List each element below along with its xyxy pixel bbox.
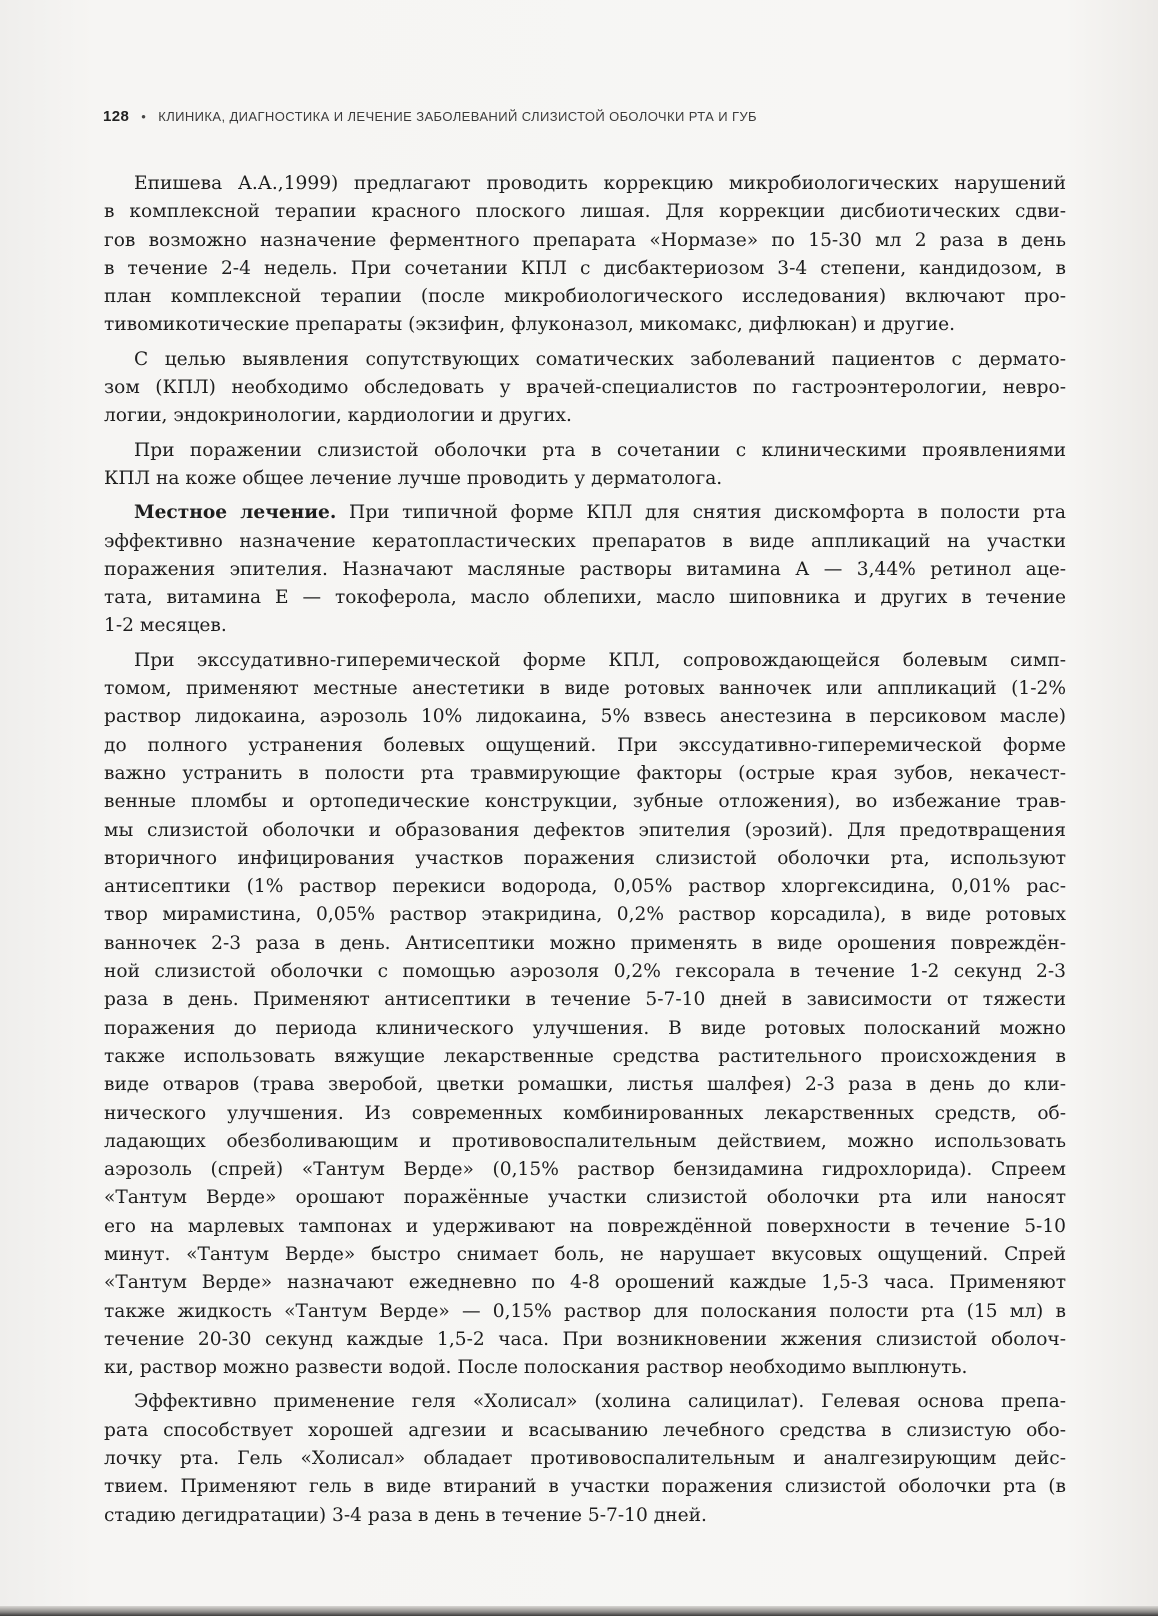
text-line xyxy=(104,499,1066,527)
paragraph xyxy=(104,437,1066,494)
header-separator: • xyxy=(141,109,147,124)
text-line: течение 20-30 секунд каждые 1,5-2 часа. При возникновении жжения слизистой оболоч- xyxy=(104,1328,1066,1350)
text-line: твор мирамистина, 0,05% раствор этакридина, 0,2% раствор корсадила), в виде ротовых xyxy=(104,904,1066,926)
text-line-content: При типичной форме КПЛ для снятия дискомфорта в полости рта xyxy=(336,502,1067,524)
text-line: зом (КПЛ) необходимо обследовать у врачей-специалистов по гастроэнтерологии, невро- xyxy=(104,377,1066,399)
text-line: гов возможно назначение ферментного препарата «Нормазе» по 15-30 мл 2 раза в день xyxy=(104,229,1066,251)
text-line: томом, применяют местные анестетики в виде ротовых ванночек или аппликаций (1-2% xyxy=(104,678,1066,700)
text-line: ладающих обезболивающим и противовоспалительным действием, можно использовать xyxy=(104,1130,1066,1152)
text-line: план комплексной терапии (после микробиологического исследования) включают про- xyxy=(104,286,1066,308)
text-line: также использовать вяжущие лекарственные средства растительного происхождения в xyxy=(104,1045,1066,1067)
page-number: 128 xyxy=(103,108,130,125)
text-line: логии, эндокринологии, кардиологии и других. xyxy=(104,405,572,427)
text-line: его на марлевых тампонах и удерживают на повреждённой поверхности в течение 5-10 xyxy=(104,1215,1066,1237)
text-line: ванночек 2-3 раза в день. Антисептики можно применять в виде орошения повреждён- xyxy=(104,932,1066,954)
page-bottom-edge xyxy=(0,1606,1158,1616)
text-line: в течение 2-4 недель. При сочетании КПЛ с дисбактериозом 3-4 степени, кандидозом, в xyxy=(104,257,1066,279)
text-line: лочку рта. Гель «Холисал» обладает противовоспалительным и аналгезирующим дейс- xyxy=(104,1448,1066,1470)
running-header xyxy=(103,108,757,125)
text-line: При экссудативно-гиперемической форме КПЛ, сопровождающейся болевым симп- xyxy=(134,649,1066,671)
paragraph-lead: Местное лечение. xyxy=(134,502,337,524)
text-line: поражения до периода клинического улучшения. В виде ротовых полосканий можно xyxy=(104,1017,1066,1039)
text-line: вторичного инфицирования участков поражения слизистой оболочки рта, используют xyxy=(104,847,1066,869)
text-line: твием. Применяют гель в виде втираний в участки поражения слизистой оболочки рта (в xyxy=(104,1476,1066,1498)
text-line: тата, витамина Е — токоферола, масло облепихи, масло шиповника и других в течение xyxy=(104,587,1066,609)
text-line: в комплексной терапии красного плоского лишая. Для коррекции дисбиотических сдви- xyxy=(104,201,1066,223)
text-line: ной слизистой оболочки с помощью аэрозоля 0,2% гексорала в течение 1-2 секунд 2-3 xyxy=(104,961,1066,983)
paragraph xyxy=(104,1388,1066,1529)
text-line: рата способствует хорошей адгезии и всасыванию лечебного средства в слизистую обо- xyxy=(104,1419,1066,1441)
text-line: аэрозоль (спрей) «Тантум Верде» (0,15% раствор бензидамина гидрохлорида). Спреем xyxy=(104,1159,1066,1181)
text-line: раствор лидокаина, аэрозоль 10% лидокаина, 5% взвесь анестезина в персиковом масле) xyxy=(104,706,1066,728)
text-line: С целью выявления сопутствующих соматических заболеваний пациентов с дермато- xyxy=(134,348,1066,370)
text-line: «Тантум Верде» орошают поражённые участки слизистой оболочки рта или наносят xyxy=(104,1187,1066,1209)
text-line: нического улучшения. Из современных комбинированных лекарственных средств, об- xyxy=(104,1102,1066,1124)
text-line: мы слизистой оболочки и образования дефектов эпителия (эрозий). Для предотвращения xyxy=(104,819,1066,841)
text-line: виде отваров (трава зверобой, цветки ромашки, листья шалфея) 2-3 раза в день до кли- xyxy=(104,1074,1066,1096)
text-line: раза в день. Применяют антисептики в течение 5-7-10 дней в зависимости от тяжести xyxy=(104,989,1066,1011)
body-text xyxy=(104,170,1066,1536)
text-line: эффективно назначение кератопластических препаратов в виде аппликаций на участки xyxy=(104,530,1066,552)
text-line: до полного устранения болевых ощущений. При экссудативно-гиперемической форме xyxy=(104,734,1066,756)
paragraph xyxy=(104,346,1066,431)
text-line: Епишева А.А.,1999) предлагают проводить коррекцию микробиологических нарушений xyxy=(134,173,1066,194)
text-line: антисептики (1% раствор перекиси водорода, 0,05% раствор хлоргексидина, 0,01% рас- xyxy=(104,876,1066,898)
text-line: минут. «Тантум Верде» быстро снимает боль, не нарушает вкусовых ощущений. Спрей xyxy=(104,1243,1066,1265)
text-line: поражения эпителия. Назначают масляные растворы витамина А — 3,44% ретинол аце- xyxy=(104,558,1066,580)
text-line: Эффективно применение геля «Холисал» (холина салицилат). Гелевая основа препа- xyxy=(134,1391,1066,1413)
text-line: важно устранить в полости рта травмирующие факторы (острые края зубов, некачест- xyxy=(104,762,1066,784)
text-line: тивомикотические препараты (экзифин, флуконазол, микомакс, дифлюкан) и другие. xyxy=(104,314,956,336)
text-line: «Тантум Верде» назначают ежедневно по 4-8 орошений каждые 1,5-3 часа. Применяют xyxy=(104,1272,1066,1294)
paragraph xyxy=(104,499,1066,640)
text-line: КПЛ на коже общее лечение лучше проводить у дерматолога. xyxy=(104,467,723,489)
text-line: венные пломбы и ортопедические конструкции, зубные отложения), во избежание трав- xyxy=(104,791,1066,813)
paragraph xyxy=(104,647,1066,1383)
text-line: ки, раствор можно развести водой. После полоскания раствор необходимо выплюнуть. xyxy=(104,1357,968,1379)
text-line: стадию дегидратации) 3-4 раза в день в течение 5-7-10 дней. xyxy=(104,1504,707,1526)
running-title: КЛИНИКА, ДИАГНОСТИКА И ЛЕЧЕНИЕ ЗАБОЛЕВАНИЙ СЛИЗИСТОЙ ОБОЛОЧКИ РТА И ГУБ xyxy=(158,109,757,124)
text-line: 1-2 месяцев. xyxy=(104,615,227,637)
text-line: также жидкость «Тантум Верде» — 0,15% раствор для полоскания полости рта (15 мл) в xyxy=(104,1300,1066,1322)
text-line: При поражении слизистой оболочки рта в сочетании с клиническими проявлениями xyxy=(134,439,1066,461)
paragraph xyxy=(104,170,1066,340)
